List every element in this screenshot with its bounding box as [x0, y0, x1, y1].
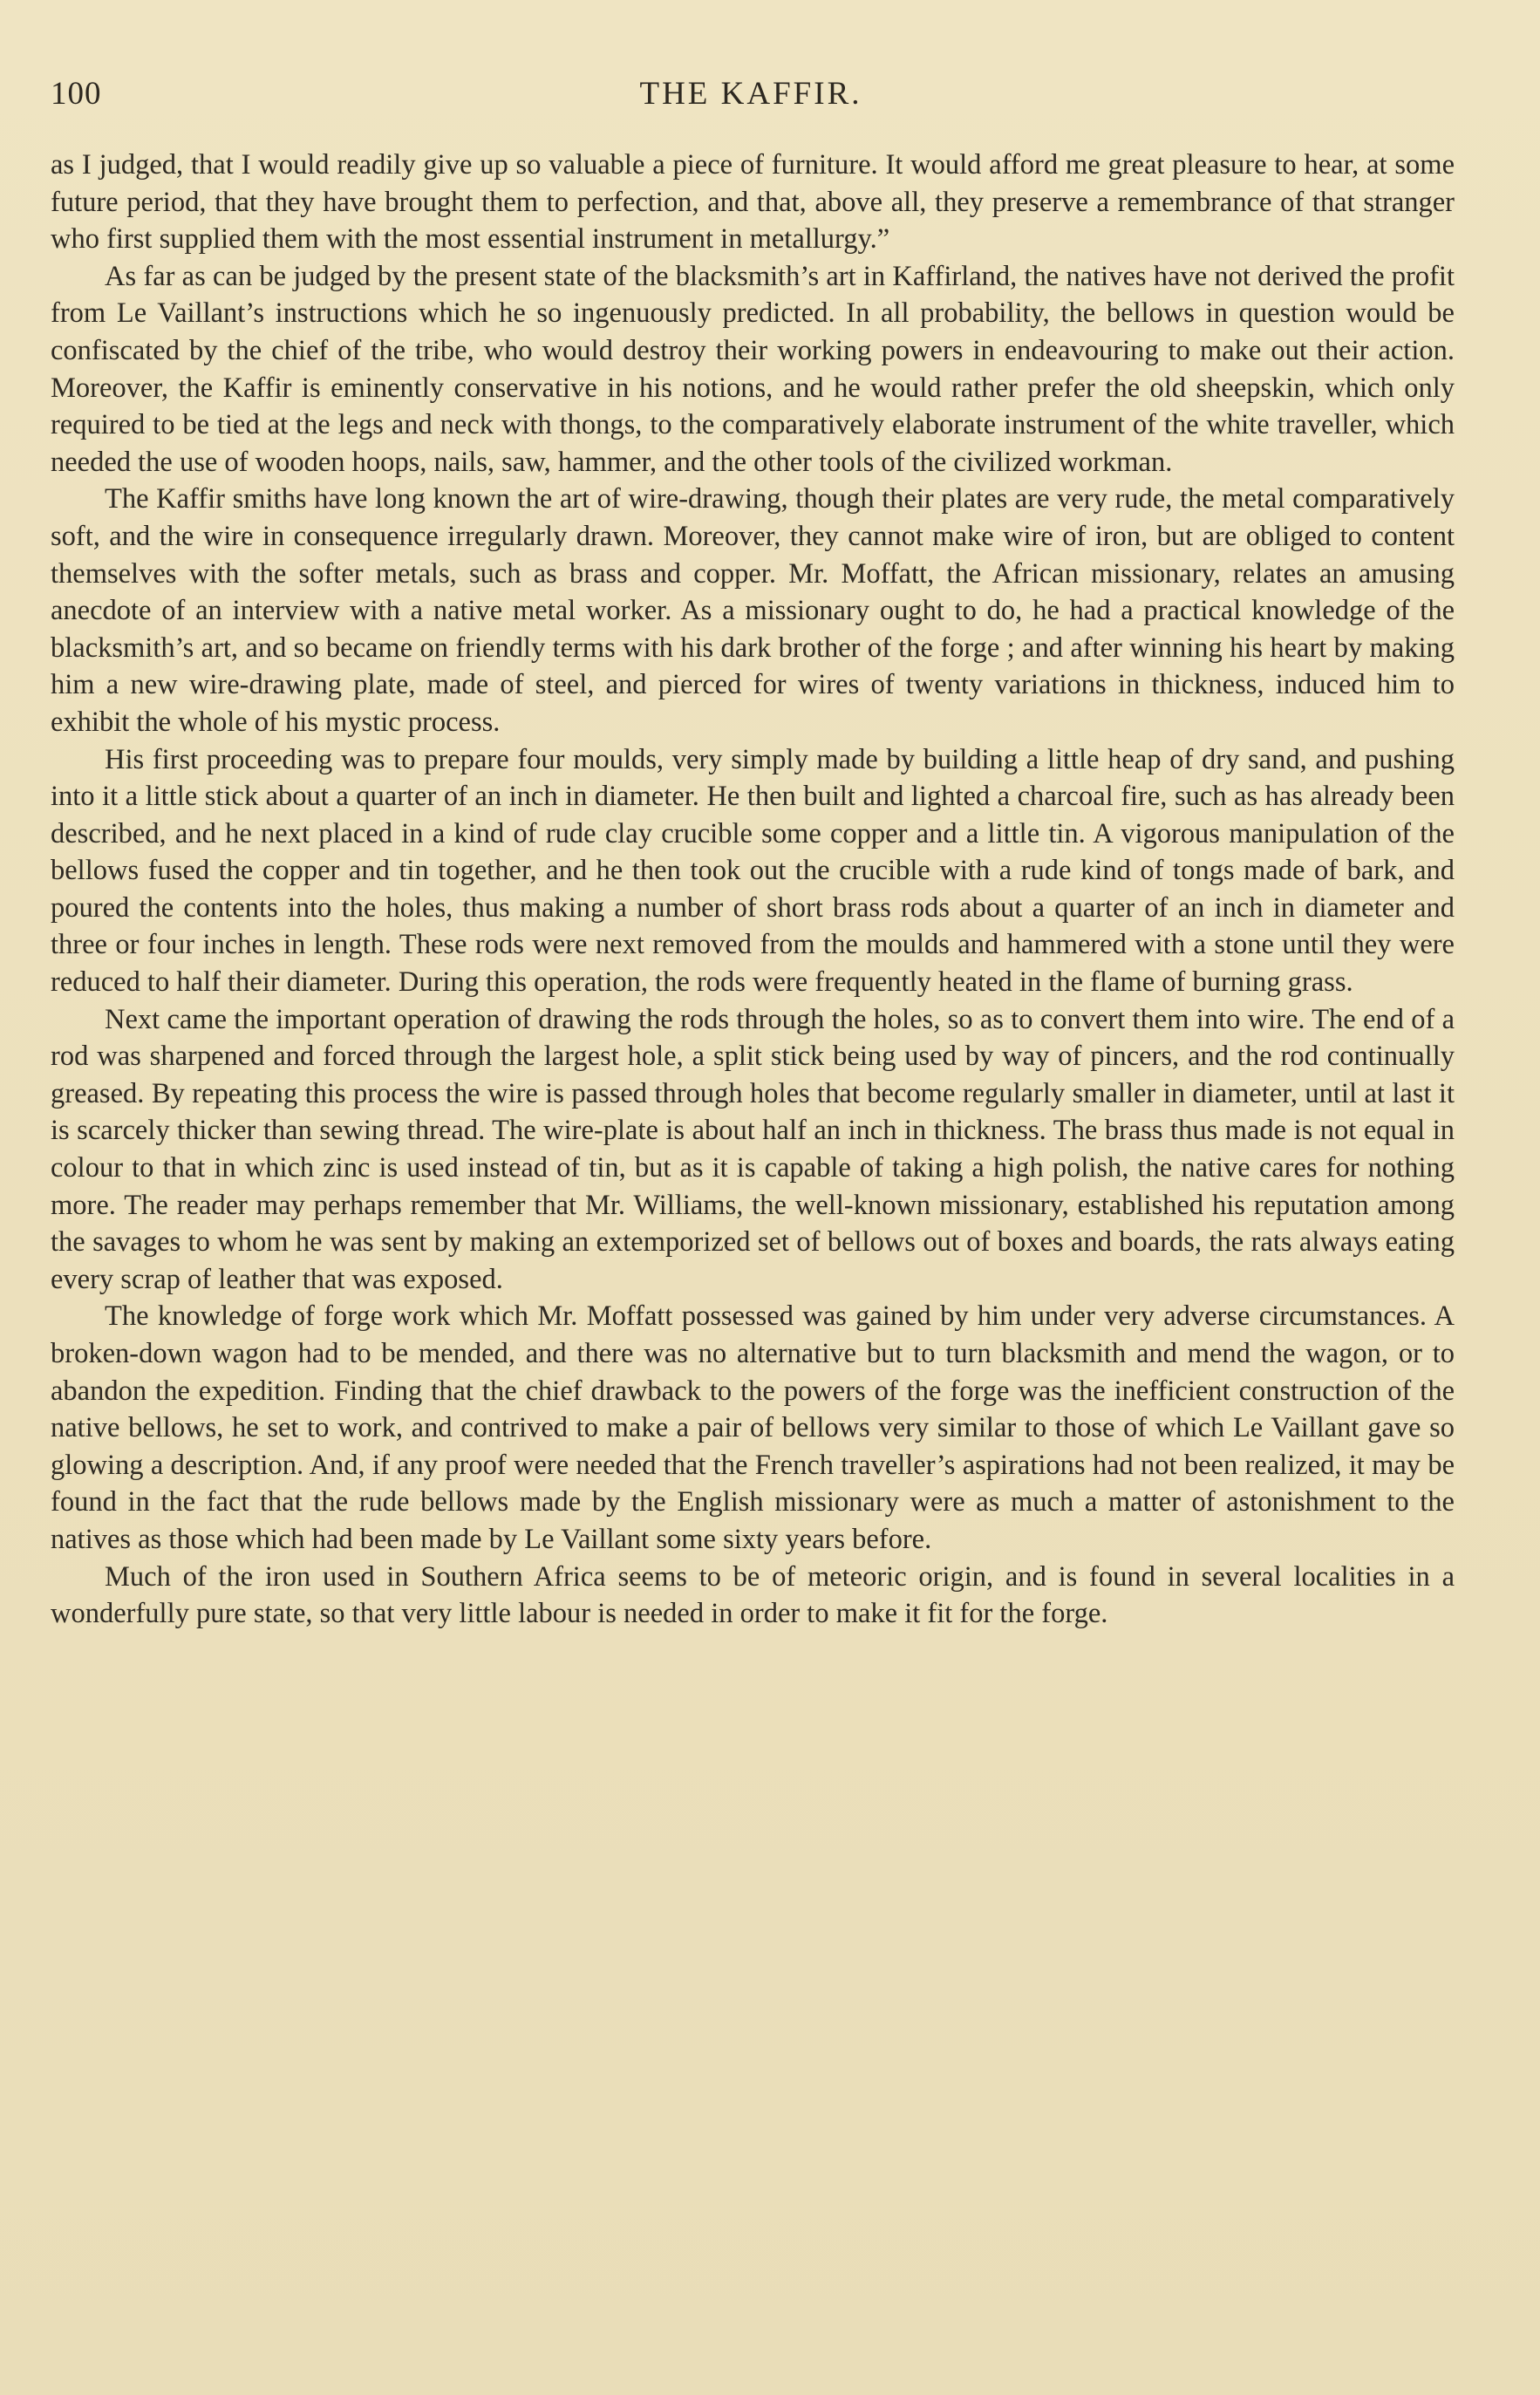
page-number: 100 — [51, 76, 102, 112]
paragraph: Much of the iron used in Southern Africa seems to be of meteoric origin, and is found in several localities in a wonderfully pure state, so that very little labour is needed in order to make it fit for the forge. — [51, 1560, 1455, 1630]
paragraph: His first proceeding was to prepare four moulds, very simply made by building a little heap of dry sand, and pushing into it a little stick about a quarter of an inch in diameter. He then built and lighted a charcoal fire, such as has already been described, and he next placed in a kind of rude clay crucible some copper and a little tin. A vigorous manipulation of the bellows fused the copper and tin together, and he then took out the crucible with a rude kind of tongs made of bark, and poured the contents into the holes, thus making a number of short brass rods about a quarter of an inch in diameter and three or four inches in length. These rods were next removed from the moulds and hammered with a stone until they were reduced to half their diameter. During this operation, the rods were frequently heated in the flame of burning grass. — [51, 743, 1455, 999]
paragraph: The knowledge of forge work which Mr. Moffatt possessed was gained by him under very adverse circumstances. A broken-down wagon had to be mended, and there was no alternative but to turn blacksmith and mend the wagon, or to abandon the expedition. Finding that the chief drawback to the powers of the forge was the inefficient construction of the native bellows, he set to work, and contrived to make a pair of bellows very similar to those of which Le Vaillant gave so glowing a description. And, if any proof were needed that the French traveller’s aspirations had not been realized, it may be found in the fact that the rude bellows made by the English missionary were as much a matter of astonishment to the natives as those which had been made by Le Vaillant some sixty years before. — [51, 1300, 1455, 1555]
paragraph: Next came the important operation of drawing the rods through the holes, so as to convert them into wire. The end of a rod was sharpened and forced through the largest hole, a split stick being used by way of pincers, and the rod continually greased. By repeating this process the wire is passed through holes that become regularly smaller in diameter, until at last it is scarcely thicker than sewing thread. The wire-plate is about half an inch in thickness. The brass thus made is not equal in colour to that in which zinc is used instead of tin, but as it is capable of taking a high polish, the native cares for nothing more. The reader may perhaps remember that Mr. Williams, the well-known missionary, established his reputation among the savages to whom he was sent by making an extemporized set of bellows out of boxes and boards, the rats always eating every scrap of leather that was exposed. — [51, 1003, 1455, 1295]
page-header — [51, 75, 1451, 119]
paragraph: The Kaffir smiths have long known the art of wire-drawing, though their plates are very rude, the metal comparatively soft, and the wire in consequence irregularly drawn. Moreover, they cannot make wire of iron, but are obliged to content themselves with the softer metals, such as brass and copper. Mr. Moffatt, the African missionary, relates an amusing anecdote of an interview with a native metal worker. As a missionary ought to do, he had a practical knowledge of the blacksmith’s art, and so became on friendly terms with his dark brother of the forge ; and after winning his heart by making him a new wire-drawing plate, made of steel, and pierced for wires of twenty variations in thickness, induced him to exhibit the whole of his mystic process. — [51, 483, 1455, 738]
paragraph: As far as can be judged by the present state of the blacksmith’s art in Kaffirland, the natives have not derived the profit from Le Vaillant’s instructions which he so ingenuously predicted. In all probability, the bellows in question would be confiscated by the chief of the tribe, who would destroy their working powers in endeavouring to make out their action. Moreover, the Kaffir is eminently conservative in his notions, and he would rather prefer the old sheepskin, which only required to be tied at the legs and neck with thongs, to the comparatively elaborate instrument of the white traveller, which needed the use of wooden hoops, nails, saw, hammer, and the other tools of the civilized workman. — [51, 260, 1455, 478]
body-text — [51, 147, 1455, 1633]
running-title: THE KAFFIR. — [639, 76, 862, 112]
paragraph: as I judged, that I would readily give up so valuable a piece of furniture. It would afford me great pleasure to hear, at some future period, that they have brought them to perfection, and that, above all, they preserve a remembrance of that stranger who first supplied them with the most essential instrument in metallurgy.” — [51, 149, 1455, 256]
